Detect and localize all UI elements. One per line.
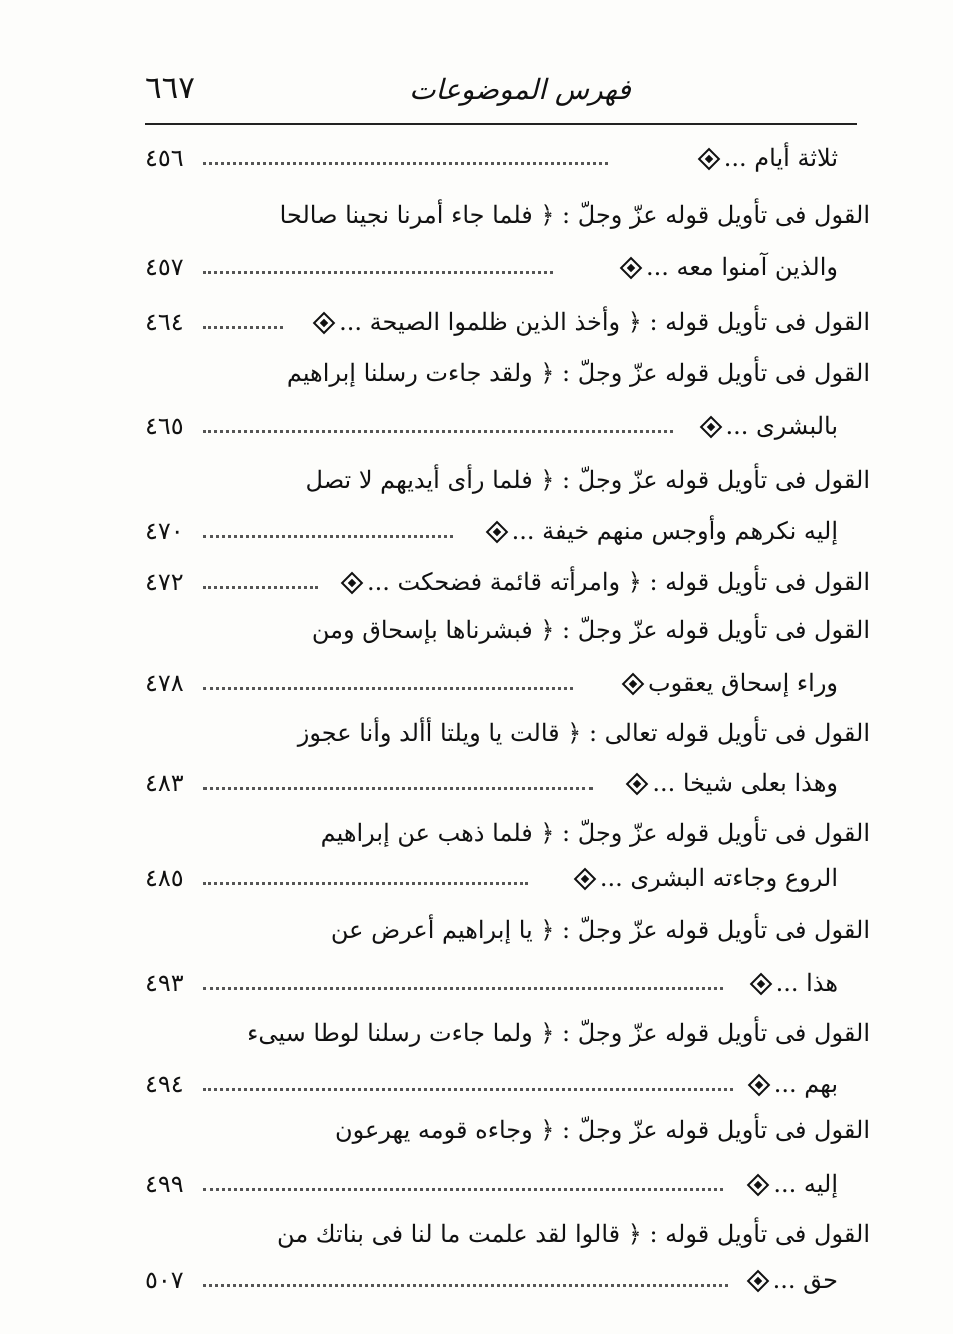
- dot-leader: [203, 1281, 728, 1287]
- toc-entry-text: حق ...: [743, 1257, 838, 1303]
- quran-bracket-icon: [697, 148, 720, 171]
- toc-entry-text: إليه نكرهم وأوجس منهم خيفة ...: [482, 508, 838, 554]
- dot-leader: [203, 1185, 723, 1191]
- quran-bracket-icon: [626, 773, 649, 796]
- quran-bracket-icon: [620, 257, 643, 280]
- toc-entry-text: ثلاثة أيام ...: [694, 135, 838, 181]
- toc-line: [145, 1107, 870, 1153]
- toc-page-number: ٤٥٦: [145, 144, 184, 172]
- toc-line: [145, 760, 870, 806]
- toc-line: [145, 192, 870, 238]
- toc-line: [145, 1257, 870, 1303]
- table-of-contents: [145, 135, 870, 1310]
- dot-leader: [203, 159, 608, 165]
- dot-leader: [203, 684, 573, 690]
- dot-leader: [203, 583, 318, 589]
- quran-bracket-icon: [485, 521, 508, 544]
- toc-page-number: ٥٠٧: [145, 1266, 184, 1294]
- toc-line: [145, 810, 870, 856]
- toc-line: [145, 244, 870, 290]
- toc-line: [145, 710, 870, 756]
- toc-entry-text: وهذا بعلى شيخا ...: [622, 760, 838, 806]
- toc-line: [145, 457, 870, 503]
- toc-page-number: ٤٥٧: [145, 253, 184, 281]
- toc-page-number: ٤٧٨: [145, 669, 184, 697]
- toc-page-number: ٤٨٥: [145, 864, 184, 892]
- toc-entry-text: إليه ...: [743, 1161, 838, 1207]
- toc-line: [145, 607, 870, 653]
- page-number: ٦٦٧: [145, 70, 195, 106]
- toc-entry-text: وراء إسحاق يعقوب: [618, 660, 838, 706]
- toc-entry-text: بهم ...: [744, 1061, 838, 1107]
- toc-entry-text: القول فى تأويل قوله عزّ وجلّ : ﴿ ولقد جاءت رسلنا إبراهيم: [286, 359, 870, 387]
- toc-entry-text: القول فى تأويل قوله عزّ وجلّ : ﴿ فبشرناها بإسحاق ومن: [311, 616, 870, 644]
- toc-page-number: ٤٩٣: [145, 969, 184, 997]
- toc-entry-text: القول فى تأويل قوله عزّ وجلّ : ﴿ فلما جاء أمرنا نجينا صالحا: [279, 201, 870, 229]
- quran-bracket-icon: [747, 1074, 770, 1097]
- quran-bracket-icon: [749, 973, 772, 996]
- toc-entry-text: القول فى تأويل قوله عزّ وجلّ : ﴿ فلما ذهب عن إبراهيم: [320, 819, 870, 847]
- toc-page-number: ٤٩٩: [145, 1170, 184, 1198]
- toc-line: [145, 855, 870, 901]
- header-rule: [145, 123, 857, 125]
- toc-line: [145, 1061, 870, 1107]
- toc-entry-text: هذا ...: [746, 960, 838, 1006]
- toc-page-number: ٤٨٣: [145, 769, 184, 797]
- toc-entry-text: القول فى تأويل قوله تعالى : ﴿ قالت يا ويلتا أألد وأنا عجوز: [297, 719, 870, 747]
- toc-page-number: ٤٧٠: [145, 517, 184, 545]
- toc-line: [145, 508, 870, 554]
- toc-entry-text: والذين آمنوا معه ...: [616, 244, 838, 290]
- toc-line: [145, 907, 870, 953]
- toc-line: [145, 299, 870, 345]
- quran-bracket-icon: [574, 868, 597, 891]
- toc-line: [145, 559, 870, 605]
- toc-entry-text: القول فى تأويل قوله عزّ وجلّ : ﴿ يا إبراهيم أعرض عن: [330, 916, 870, 944]
- toc-page-number: ٤٦٤: [145, 308, 184, 336]
- toc-line: [145, 1010, 870, 1056]
- running-title: فهرس الموضوعات: [409, 73, 631, 106]
- toc-line: [145, 350, 870, 396]
- dot-leader: [203, 427, 673, 433]
- dot-leader: [203, 879, 528, 885]
- dot-leader: [203, 984, 723, 990]
- dot-leader: [203, 784, 593, 790]
- toc-entry-text: القول فى تأويل قوله : ﴿ قالوا لقد علمت ما لنا فى بناتك من: [277, 1220, 870, 1248]
- quran-bracket-icon: [622, 673, 645, 696]
- dot-leader: [203, 323, 283, 329]
- toc-line: [145, 1211, 870, 1257]
- dot-leader: [203, 268, 553, 274]
- quran-bracket-icon: [699, 416, 722, 439]
- running-header: [145, 60, 857, 122]
- toc-line: [145, 403, 870, 449]
- toc-line: [145, 1161, 870, 1207]
- toc-page-number: ٤٩٤: [145, 1070, 184, 1098]
- toc-line: [145, 135, 870, 181]
- toc-entry-text: القول فى تأويل قوله عزّ وجلّ : ﴿ فلما رأى أيديهم لا تصل: [305, 466, 870, 494]
- toc-entry-text: القول فى تأويل قوله : ﴿ وامرأته قائمة فضحكت ...: [337, 559, 870, 605]
- toc-line: [145, 660, 870, 706]
- toc-entry-text: الروع وجاءته البشرى ...: [570, 855, 838, 901]
- toc-entry-text: القول فى تأويل قوله عزّ وجلّ : ﴿ ولما جاءت رسلنا لوطا سيىء: [247, 1019, 870, 1047]
- toc-entry-text: القول فى تأويل قوله عزّ وجلّ : ﴿ وجاءه قومه يهرعون: [334, 1116, 870, 1144]
- toc-page-number: ٤٦٥: [145, 412, 184, 440]
- quran-bracket-icon: [313, 312, 336, 335]
- toc-page-number: ٤٧٢: [145, 568, 184, 596]
- dot-leader: [203, 532, 453, 538]
- toc-entry-text: القول فى تأويل قوله : ﴿ وأخذ الذين ظلموا الصيحة ...: [309, 299, 870, 345]
- quran-bracket-icon: [747, 1174, 770, 1197]
- dot-leader: [203, 1085, 733, 1091]
- quran-bracket-icon: [341, 572, 364, 595]
- toc-entry-text: بالبشرى ...: [696, 403, 839, 449]
- toc-line: [145, 960, 870, 1006]
- quran-bracket-icon: [746, 1270, 769, 1293]
